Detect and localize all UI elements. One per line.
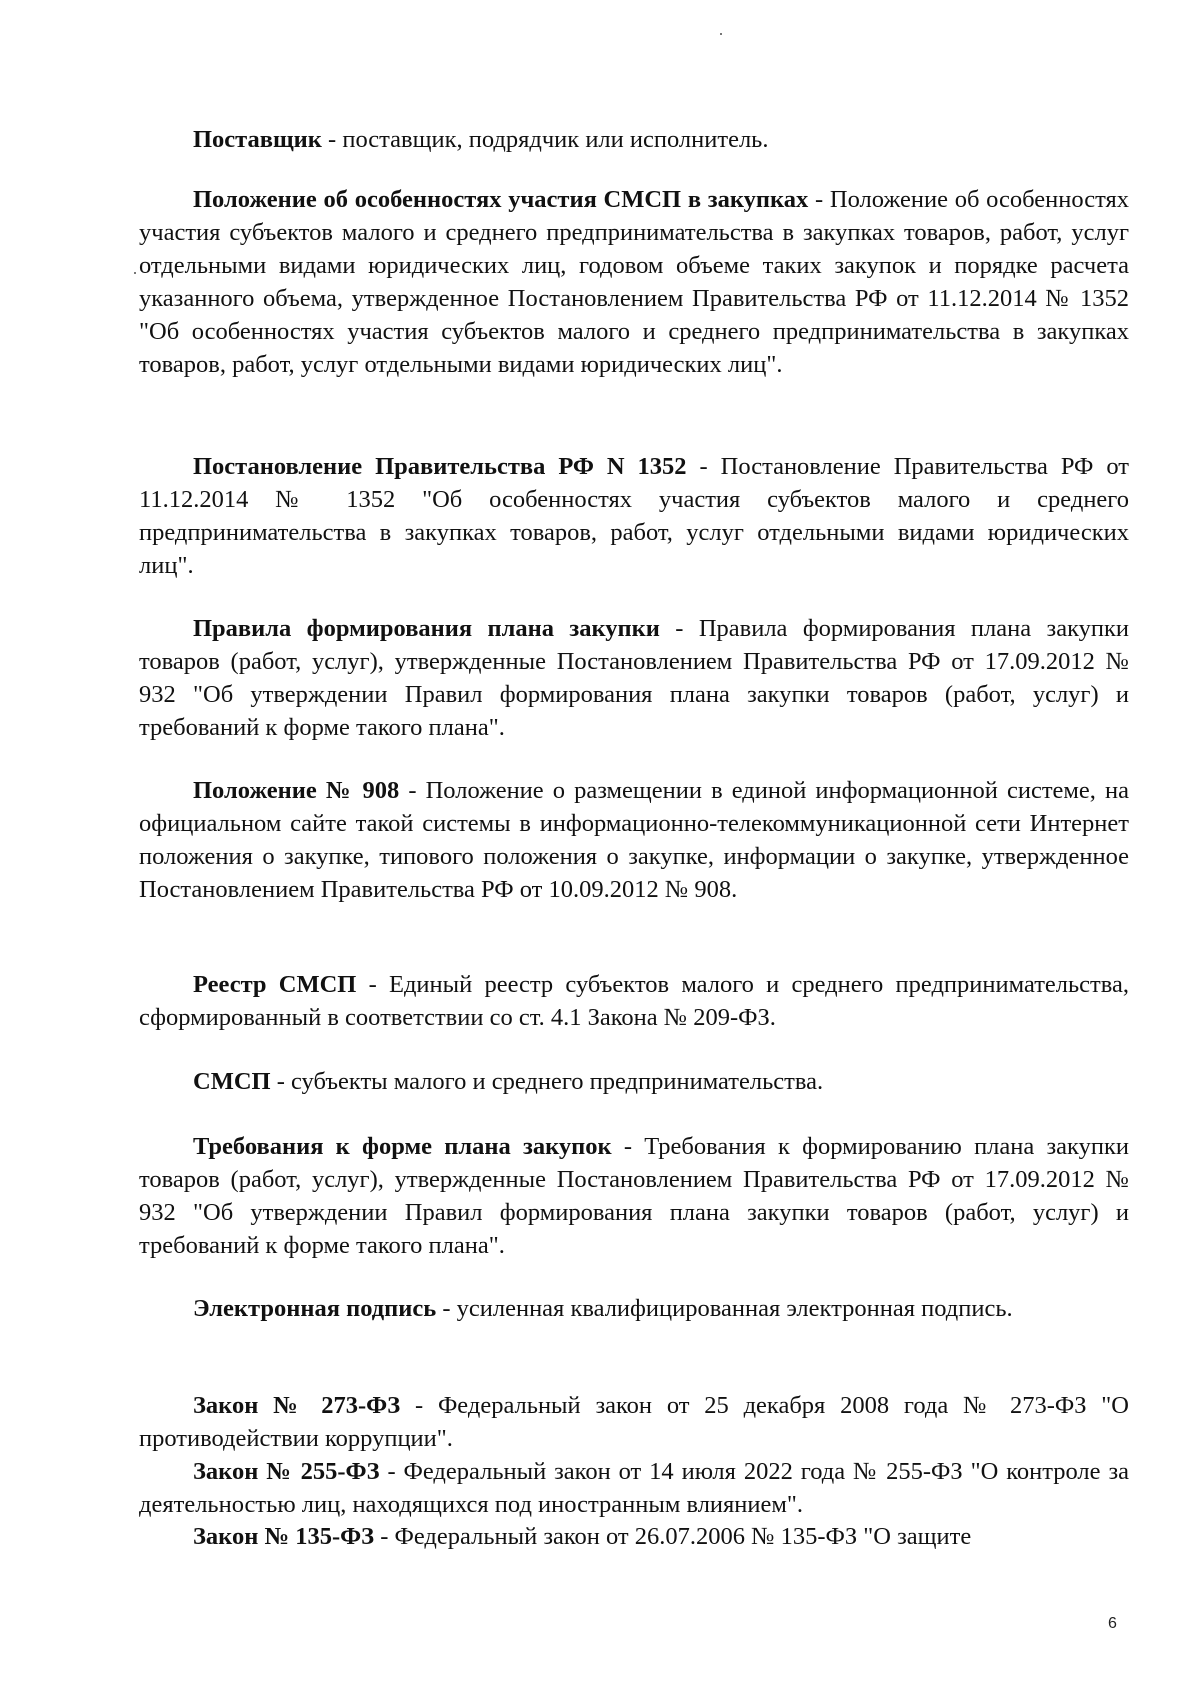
definition-entry-resolution-1352 [139, 450, 1129, 582]
definition-text: - Единый реестр субъектов малого и среднего предпринимательства, сформированный в соответствии со ст. 4.1 Закона № 209-ФЗ. [139, 971, 1130, 1031]
definition-entry-supplier [139, 123, 1129, 156]
definition-text: - Правила формирования плана закупки товаров (работ, услуг), утвержденные Постановлением Правительства РФ от 17.09.2012 № 932 "Об утверждении Правил формирования плана закупки товаров (работ, услуг) и требований к форме такого плана". [139, 615, 1130, 741]
definition-term: СМСП [193, 1068, 271, 1095]
definition-term: Положение об особенностях участия СМСП в закупках [193, 186, 809, 213]
definition-text: - Положение о размещении в единой информационной системе, на официальном сайте такой системы в информационно-телекоммуникационной сети Интернет положения о закупке, типового положения о закупке, информации о закупке, утвержденное Постановлением Правительства РФ от 10.09.2012 № 908. [139, 777, 1129, 903]
scan-speck [720, 33, 722, 35]
definition-text: - Федеральный закон от 25 декабря 2008 года № 273-ФЗ "О противодействии коррупции". [139, 1392, 1129, 1452]
definition-text: - Положение об особенностях участия субъектов малого и среднего предпринимательства в закупках товаров, работ, услуг отдельными видами юридических лиц, годовом объеме таких закупок и порядке расчета указанного объема, утвержденное Постановлением Правительства РФ от 11.12.2014 № 1352 "Об особенностях участия субъектов малого и среднего предпринимательства в закупках товаров, работ, услуг отдельными видами юридических лиц". [139, 186, 1130, 378]
definition-text: - усиленная квалифицированная электронная подпись. [436, 1295, 1013, 1322]
definition-text: - поставщик, подрядчик или исполнитель. [321, 126, 769, 153]
definition-text: - субъекты малого и среднего предпринимательства. [270, 1068, 824, 1095]
definition-term: Требования к форме плана закупок [193, 1133, 612, 1160]
definition-entry-regulation-908 [139, 774, 1129, 906]
definition-text: - Требования к формированию плана закупки товаров (работ, услуг), утвержденные Постановлением Правительства РФ от 17.09.2012 № 932 "Об утверждении Правил формирования плана закупки товаров (работ, услуг) и требований к форме такого плана". [139, 1133, 1129, 1259]
definition-entry-smsp-register [139, 968, 1129, 1034]
definition-entry-law-135 [139, 1520, 1129, 1553]
definition-term: Закон № 255-ФЗ [193, 1458, 380, 1485]
definition-term: Положение № 908 [193, 777, 400, 804]
definition-entry-smsp [139, 1065, 1129, 1098]
definition-entry-procurement-plan-rules [139, 612, 1129, 744]
definition-entry-plan-form-requirements [139, 1130, 1129, 1262]
definition-term: Реестр СМСП [193, 971, 357, 998]
definition-entry-law-273 [139, 1389, 1129, 1455]
definition-term: Закон № 135-ФЗ [193, 1523, 375, 1550]
definition-term: Правила формирования плана закупки [193, 615, 660, 642]
definition-entry-electronic-signature [139, 1292, 1129, 1325]
definition-entry-smsp-regulation [139, 183, 1129, 381]
definition-term: Поставщик [193, 126, 322, 153]
scan-speck [134, 272, 136, 274]
definition-entry-law-255 [139, 1455, 1129, 1521]
definition-term: Электронная подпись [193, 1295, 437, 1322]
definition-term: Постановление Правительства РФ N 1352 [193, 453, 687, 480]
definition-text: - Федеральный закон от 26.07.2006 № 135-ФЗ "О защите [374, 1523, 972, 1550]
page-number: 6 [1108, 1615, 1117, 1632]
definition-term: Закон № 273-ФЗ [193, 1392, 401, 1419]
definition-text: - Федеральный закон от 14 июля 2022 года № 255-ФЗ "О контроле за деятельностью лиц, находящихся под иностранным влиянием". [139, 1458, 1129, 1518]
definition-text: - Постановление Правительства РФ от 11.12.2014 № 1352 "Об особенностях участия субъектов малого и среднего предпринимательства в закупках товаров, работ, услуг отдельными видами юридических лиц". [139, 453, 1129, 579]
